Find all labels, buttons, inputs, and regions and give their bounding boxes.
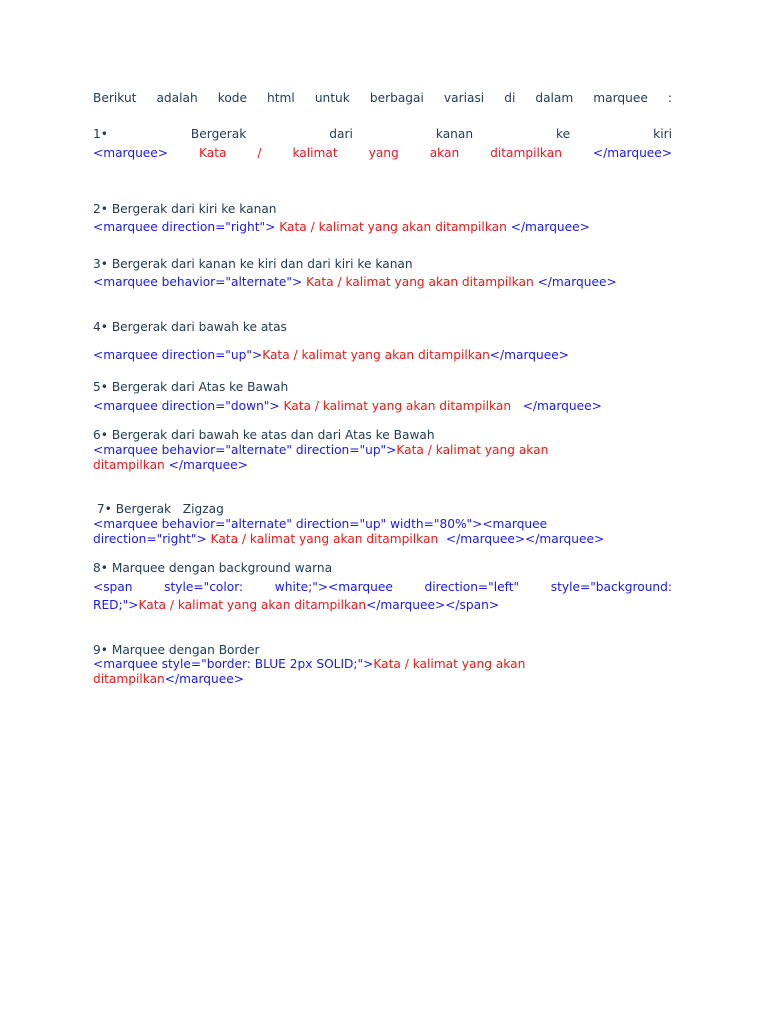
- code-tag: </marquee>: [489, 348, 569, 362]
- item-6-code-line-1: [93, 443, 548, 458]
- code-text: Kata / kalimat yang akan ditampilkan: [138, 598, 367, 612]
- code-tag: </marquee>: [164, 672, 244, 686]
- code-tag: </marquee>: [592, 146, 672, 160]
- item-9-heading: 9• Marquee dengan Border: [93, 643, 260, 657]
- code-text: Kata / kalimat yang akan ditampilkan: [206, 532, 446, 546]
- code-tag: <marquee behavior="alternate" direction="up" width="80%"><marquee: [93, 517, 548, 531]
- code-text: Kata / kalimat yang akan: [373, 657, 526, 671]
- code-tag: </marquee></marquee>: [445, 532, 605, 546]
- item-3-heading: 3• Bergerak dari kanan ke kiri dan dari kiri ke kanan: [93, 257, 413, 271]
- code-tag: <marquee direction="down">: [93, 399, 280, 413]
- item-9-code-line-1: [93, 657, 525, 672]
- code-tag: <marquee direction="right">: [93, 220, 276, 234]
- item-8-code-line-1: [93, 580, 672, 595]
- item-2-code-line-1: [93, 220, 590, 235]
- item-7-heading: 7• Bergerak Zigzag: [93, 502, 224, 516]
- item-7-code-line-1: [93, 517, 547, 532]
- code-text: Kata / kalimat yang akan ditampilkan: [168, 146, 593, 160]
- item-4-code-line-1: [93, 348, 569, 363]
- item-1-heading: 1• Bergerak dari kanan ke kiri: [93, 127, 672, 141]
- code-tag: </marquee></span>: [366, 598, 500, 612]
- code-text: Kata / kalimat yang akan ditampilkan: [279, 399, 523, 413]
- item-9-code-line-2: [93, 672, 244, 687]
- code-tag: <marquee behavior="alternate">: [93, 275, 303, 289]
- item-2-heading: 2• Bergerak dari kiri ke kanan: [93, 202, 277, 216]
- code-tag: <marquee behavior="alternate" direction="up">: [93, 443, 397, 457]
- code-tag: RED;">: [93, 598, 139, 612]
- code-tag: <marquee>: [93, 146, 169, 160]
- code-text: Kata / kalimat yang akan: [396, 443, 549, 457]
- item-1-code-line-1: [93, 146, 672, 161]
- code-tag: <marquee style="border: BLUE 2px SOLID;">: [93, 657, 374, 671]
- code-tag: direction="right">: [93, 532, 207, 546]
- item-5-heading: 5• Bergerak dari Atas ke Bawah: [93, 380, 289, 394]
- code-text: ditampilkan: [93, 458, 169, 472]
- code-text: Kata / kalimat yang akan ditampilkan: [275, 220, 511, 234]
- item-6-code-line-2: [93, 458, 248, 473]
- item-6-heading: 6• Bergerak dari bawah ke atas dan dari Atas ke Bawah: [93, 428, 435, 442]
- code-tag: </marquee>: [168, 458, 248, 472]
- item-4-heading: 4• Bergerak dari bawah ke atas: [93, 320, 287, 334]
- code-text: ditampilkan: [93, 672, 165, 686]
- item-8-code-line-2: [93, 598, 499, 613]
- code-tag: <marquee direction="up">: [93, 348, 263, 362]
- code-tag: <span style="color: white;"><marquee direction="left" style="background:: [93, 580, 672, 594]
- code-text: Kata / kalimat yang akan ditampilkan: [262, 348, 490, 362]
- code-tag: </marquee>: [510, 220, 590, 234]
- item-5-code-line-1: [93, 399, 602, 414]
- code-text: Kata / kalimat yang akan ditampilkan: [302, 275, 538, 289]
- code-tag: </marquee>: [522, 399, 602, 413]
- item-7-code-line-2: [93, 532, 604, 547]
- item-8-heading: 8• Marquee dengan background warna: [93, 561, 333, 575]
- code-tag: </marquee>: [537, 275, 617, 289]
- intro-text: Berikut adalah kode html untuk berbagai variasi di dalam marquee :: [93, 91, 672, 105]
- item-3-code-line-1: [93, 275, 617, 290]
